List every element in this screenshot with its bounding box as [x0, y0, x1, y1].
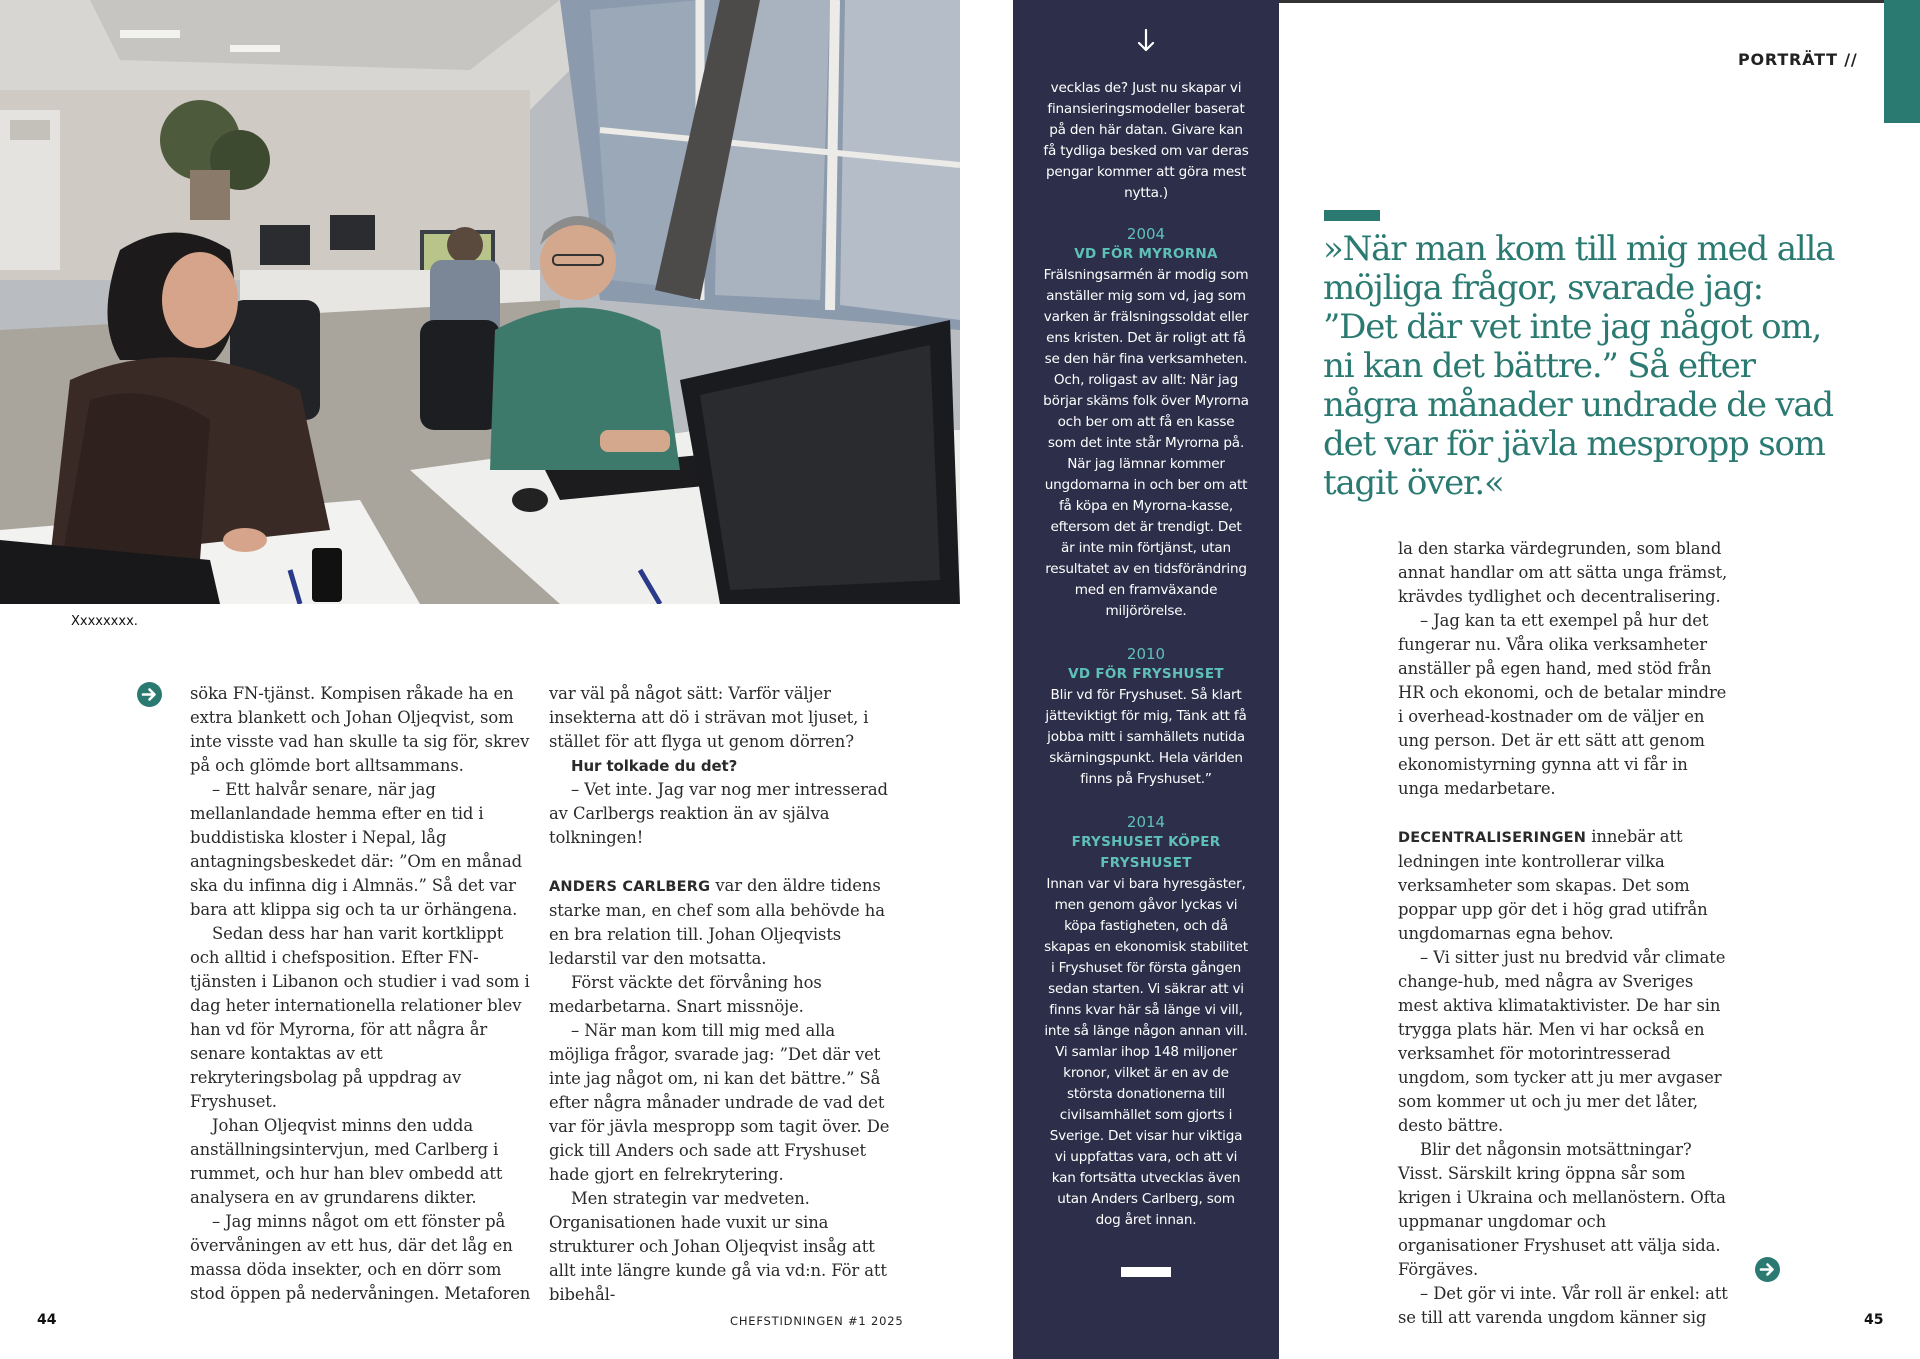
continue-arrow-icon [137, 682, 162, 707]
lead-in-rest: innebär att ledningen inte kontrollerar vilka verksamheter som skapas. Det som poppar upp gör det i hög grad utifrån ungdomarnas egna behov. [1398, 827, 1708, 943]
paragraph: Men strategin var medveten. Organisationen hade vuxit ur sina strukturer och Johan Oljeqvist insåg att allt inte längre kunde gå via vd:n. För att bibehål- [549, 1189, 887, 1304]
lead-in-name: ANDERS CARLBERG [549, 879, 711, 895]
paragraph: var väl på något sätt: Varför väljer insekterna att dö i strävan mot ljuset, i stället för att flyga ut genom dörren? [549, 684, 869, 751]
timeline-text: Frälsningsarmén är modig som anställer mig som vd, jag som varken är frälsningssoldat eller ens kristen. Det är roligt att få se den här fina verksamheten. Och, roligast av allt: När jag börjar skäms folk över Myrorna och ber om att få en kasse som det inte står Myrorna på. När jag lämnar kommer ungdomarna in och ber om att få köpa en Myrorna-kasse, eftersom det är trendigt. Det är inte min förtjänst, utan resultatet av en tidsförändring med en framväxande miljörörelse. [1043, 267, 1249, 619]
page-number-left: 44 [37, 1312, 57, 1328]
continue-arrow-icon [1755, 1257, 1780, 1282]
section-tab [1884, 0, 1920, 123]
timeline-entry-2014 [1043, 812, 1249, 1231]
timeline-text: Innan var vi bara hyresgäster, men genom gåvor lyckas vi köpa fastigheten, och då skapas en ekonomisk stabilitet i Fryshuset för första gången sedan starten. Vi säkrar att vi finns kvar här så länge vi vill, inte så länge någon annan vill. Vi samlar ihop 148 miljoner kronor, vilket är en av de största donationerna till civilsamhället som gjorts i Sverige. Det visar hur viktiga vi uppfattas vara, och att vi kan fortsätta utvecklas även utan Anders Carlberg, som dog året innan. [1044, 876, 1248, 1228]
article-column-2 [549, 682, 891, 1307]
sidebar-end-mark [1121, 1267, 1171, 1277]
timeline-sidebar [1013, 0, 1279, 1359]
paragraph: la den starka värdegrunden, som bland annat handlar om att sätta unga främst, krävdes tydlighet och decentralisering. [1398, 539, 1728, 606]
timeline-year: 2014 [1126, 813, 1166, 831]
page-number-right: 45 [1864, 1312, 1884, 1328]
paragraph: Sedan dess har han varit kortklippt och alltid i chefsposition. Efter FN-tjänsten i Libanon och studier i vad som i dag heter internationella relationer blev han vd för Myrorna, för att några år senare kontaktas av ett rekryteringsbolag på uppdrag av Fryshuset. [190, 924, 530, 1111]
timeline-role: VD FÖR FRYSHUSET [1068, 666, 1224, 682]
paragraph: – Vet inte. Jag var nog mer intresserad av Carlbergs reaktion än av själva tolkningen! [549, 780, 888, 847]
paragraph: söka FN-tjänst. Kompisen råkade ha en extra blankett och Johan Oljeqvist, som inte visste vad han skulle ta sig för, skrev på och glömde bort alltsammans. [190, 684, 530, 775]
magazine-footer: CHEFSTIDNINGEN #1 2025 [730, 1314, 904, 1328]
office-photo-illustration [0, 0, 960, 604]
sidebar-intro: vecklas de? Just nu skapar vi finansieringsmodeller baserat på den här datan. Givare kan få tydliga besked om var deras pengar kommer att göra mest nytta.) [1043, 80, 1249, 201]
timeline-text: Blir vd för Fryshuset. Så klart jätteviktigt för mig, Tänk att få jobba mitt i samhällets nutida skärningspunkt. Hela världen finns på Fryshuset.” [1045, 687, 1247, 787]
article-photo [0, 0, 960, 604]
paragraph: – Jag minns något om ett fönster på övervåningen av ett hus, där det låg en massa döda insekter, och en dörr som stod öppen på nedervåningen. Metaforen [190, 1212, 531, 1303]
top-rule [1279, 0, 1920, 3]
article-column-3 [1398, 537, 1728, 1330]
paragraph: – Vi sitter just nu bredvid vår climate change-hub, med några av Sveriges mest aktiva klimataktivister. De har sin trygga plats här. Men vi har också en verksamhet för motorintresserad ungdom, som tycker att ju mer avgaser som kommer ut och ju mer det låter, desto bättre. [1398, 948, 1726, 1135]
pull-quote-bar [1324, 210, 1380, 221]
paragraph: – Jag kan ta ett exempel på hur det fungerar nu. Våra olika verksamheter anställer på egen hand, med stöd från HR och ekonomi, och de betalar mindre i overhead-kostnader om de väljer en ung person. Det är ett sätt att genom ekonomistyrning gynna att vi får in unga medarbetare. [1398, 611, 1727, 798]
paragraph-with-lead [549, 874, 891, 971]
paragraph: Blir det någonsin motsättningar? Visst. Särskilt kring öppna sår som krigen i Ukraina och mellanöstern. Ofta uppmanar ungdomar och organisationer Fryshuset att välja sida. Förgäves. [1398, 1140, 1726, 1279]
paragraph: Johan Oljeqvist minns den udda anställningsintervjun, med Carlberg i rummet, och hur han blev ombedd att analysera en av grundarens dikter. [190, 1116, 503, 1207]
lead-in-word: DECENTRALISERINGEN [1398, 830, 1587, 846]
paragraph: – Ett halvår senare, när jag mellanlandade hemma efter en tid i buddistiska kloster i Nepal, låg antagningsbeskedet där: ”Om en månad ska du infinna dig i Almnäs.” Så det var bara att klippa sig och ta ur örhängena. [190, 780, 523, 919]
pull-quote: »När man kom till mig med alla möjliga frågor, svarade jag: ”Det där vet inte jag något om, ni kan det bättre.” Så efter några månader undrade de vad det var för jävla mespropp som tagit över.« [1323, 229, 1835, 503]
timeline-entry-2004 [1043, 224, 1249, 622]
interview-question: Hur tolkade du det? [571, 757, 738, 775]
article-column-1 [190, 682, 532, 1306]
section-label: PORTRÄTT // [1738, 50, 1858, 69]
paragraph: – Det gör vi inte. Vår roll är enkel: att se till att varenda ungdom känner sig [1398, 1284, 1728, 1327]
timeline-year: 2004 [1126, 225, 1166, 243]
timeline-role: FRYSHUSET KÖPER FRYSHUSET [1071, 834, 1221, 871]
arrow-down-icon [1131, 26, 1161, 56]
photo-caption: Xxxxxxxx. [71, 614, 138, 629]
timeline-role: VD FÖR MYRORNA [1074, 246, 1218, 262]
timeline-year: 2010 [1126, 645, 1166, 663]
lead-in-rest: var den äldre tidens starke man, en chef som alla behövde ha en bra relation till. Johan Oljeqvists ledarstil var den motsatta. [549, 876, 885, 968]
timeline-entry-2010 [1043, 644, 1249, 790]
paragraph: Först väckte det förvåning hos medarbetarna. Snart missnöje. [549, 973, 822, 1016]
paragraph-with-lead [1398, 825, 1728, 946]
paragraph: – När man kom till mig med alla möjliga frågor, svarade jag: ”Det där vet inte jag något om, ni kan det bättre.” Så efter några månader undrade de vad det var för jävla mespropp som tagit över. De gick till Anders och sade att Fryshuset hade gjort en felrekrytering. [549, 1021, 890, 1184]
